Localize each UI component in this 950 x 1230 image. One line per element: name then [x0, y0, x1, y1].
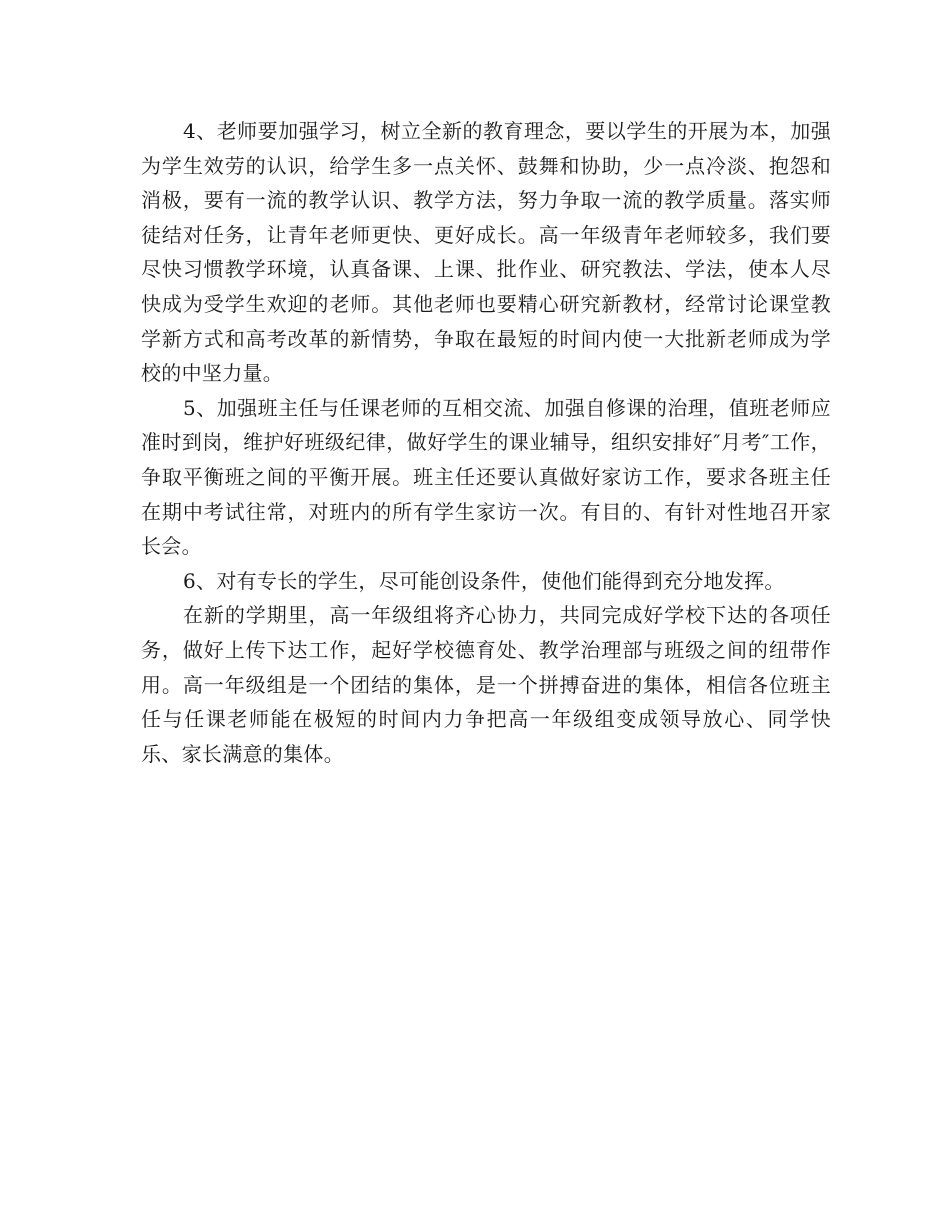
paragraph-item-4: 4、老师要加强学习，树立全新的教育理念，要以学生的开展为本，加强为学生效劳的认识，给学生多一点关怀、鼓舞和协助，少一点冷淡、抱怨和消极，要有一流的教学认识、教学方法，努力争取一流的教学质量。落实师徒结对任务，让青年老师更快、更好成长。高一年级青年老师较多，我们要尽快习惯教学环境，认真备课、上课、批作业、研究教法、学法，使本人尽快成为受学生欢迎的老师。其他老师也要精心研究新教材，经常讨论课堂教学新方式和高考改革的新情势，争取在最短的时间内使一大批新老师成为学校的中坚力量。 — [141, 119, 831, 386]
paragraph-conclusion: 在新的学期里，高一年级组将齐心协力，共同完成好学校下达的各项任务，做好上传下达工作，起好学校德育处、教学治理部与班级之间的纽带作用。高一年级组是一个团结的集体，是一个拼搏奋进的集体，相信各位班主任与任课老师能在极短的时间内力争把高一年级组变成领导放心、同学快乐、家长满意的集体。 — [141, 603, 831, 766]
paragraph-item-5: 5、加强班主任与任课老师的互相交流、加强自修课的治理，值班老师应准时到岗，维护好班级纪律，做好学生的课业辅导，组织安排好″月考″工作，争取平衡班之间的平衡开展。班主任还要认真做好家访工作，要求各班主任在期中考试往常，对班内的所有学生家访一次。有目的、有针对性地召开家长会。 — [141, 395, 831, 559]
paragraph-item-6: 6、对有专长的学生，尽可能创设条件，使他们能得到充分地发挥。 — [183, 568, 785, 593]
document-body — [141, 114, 831, 771]
